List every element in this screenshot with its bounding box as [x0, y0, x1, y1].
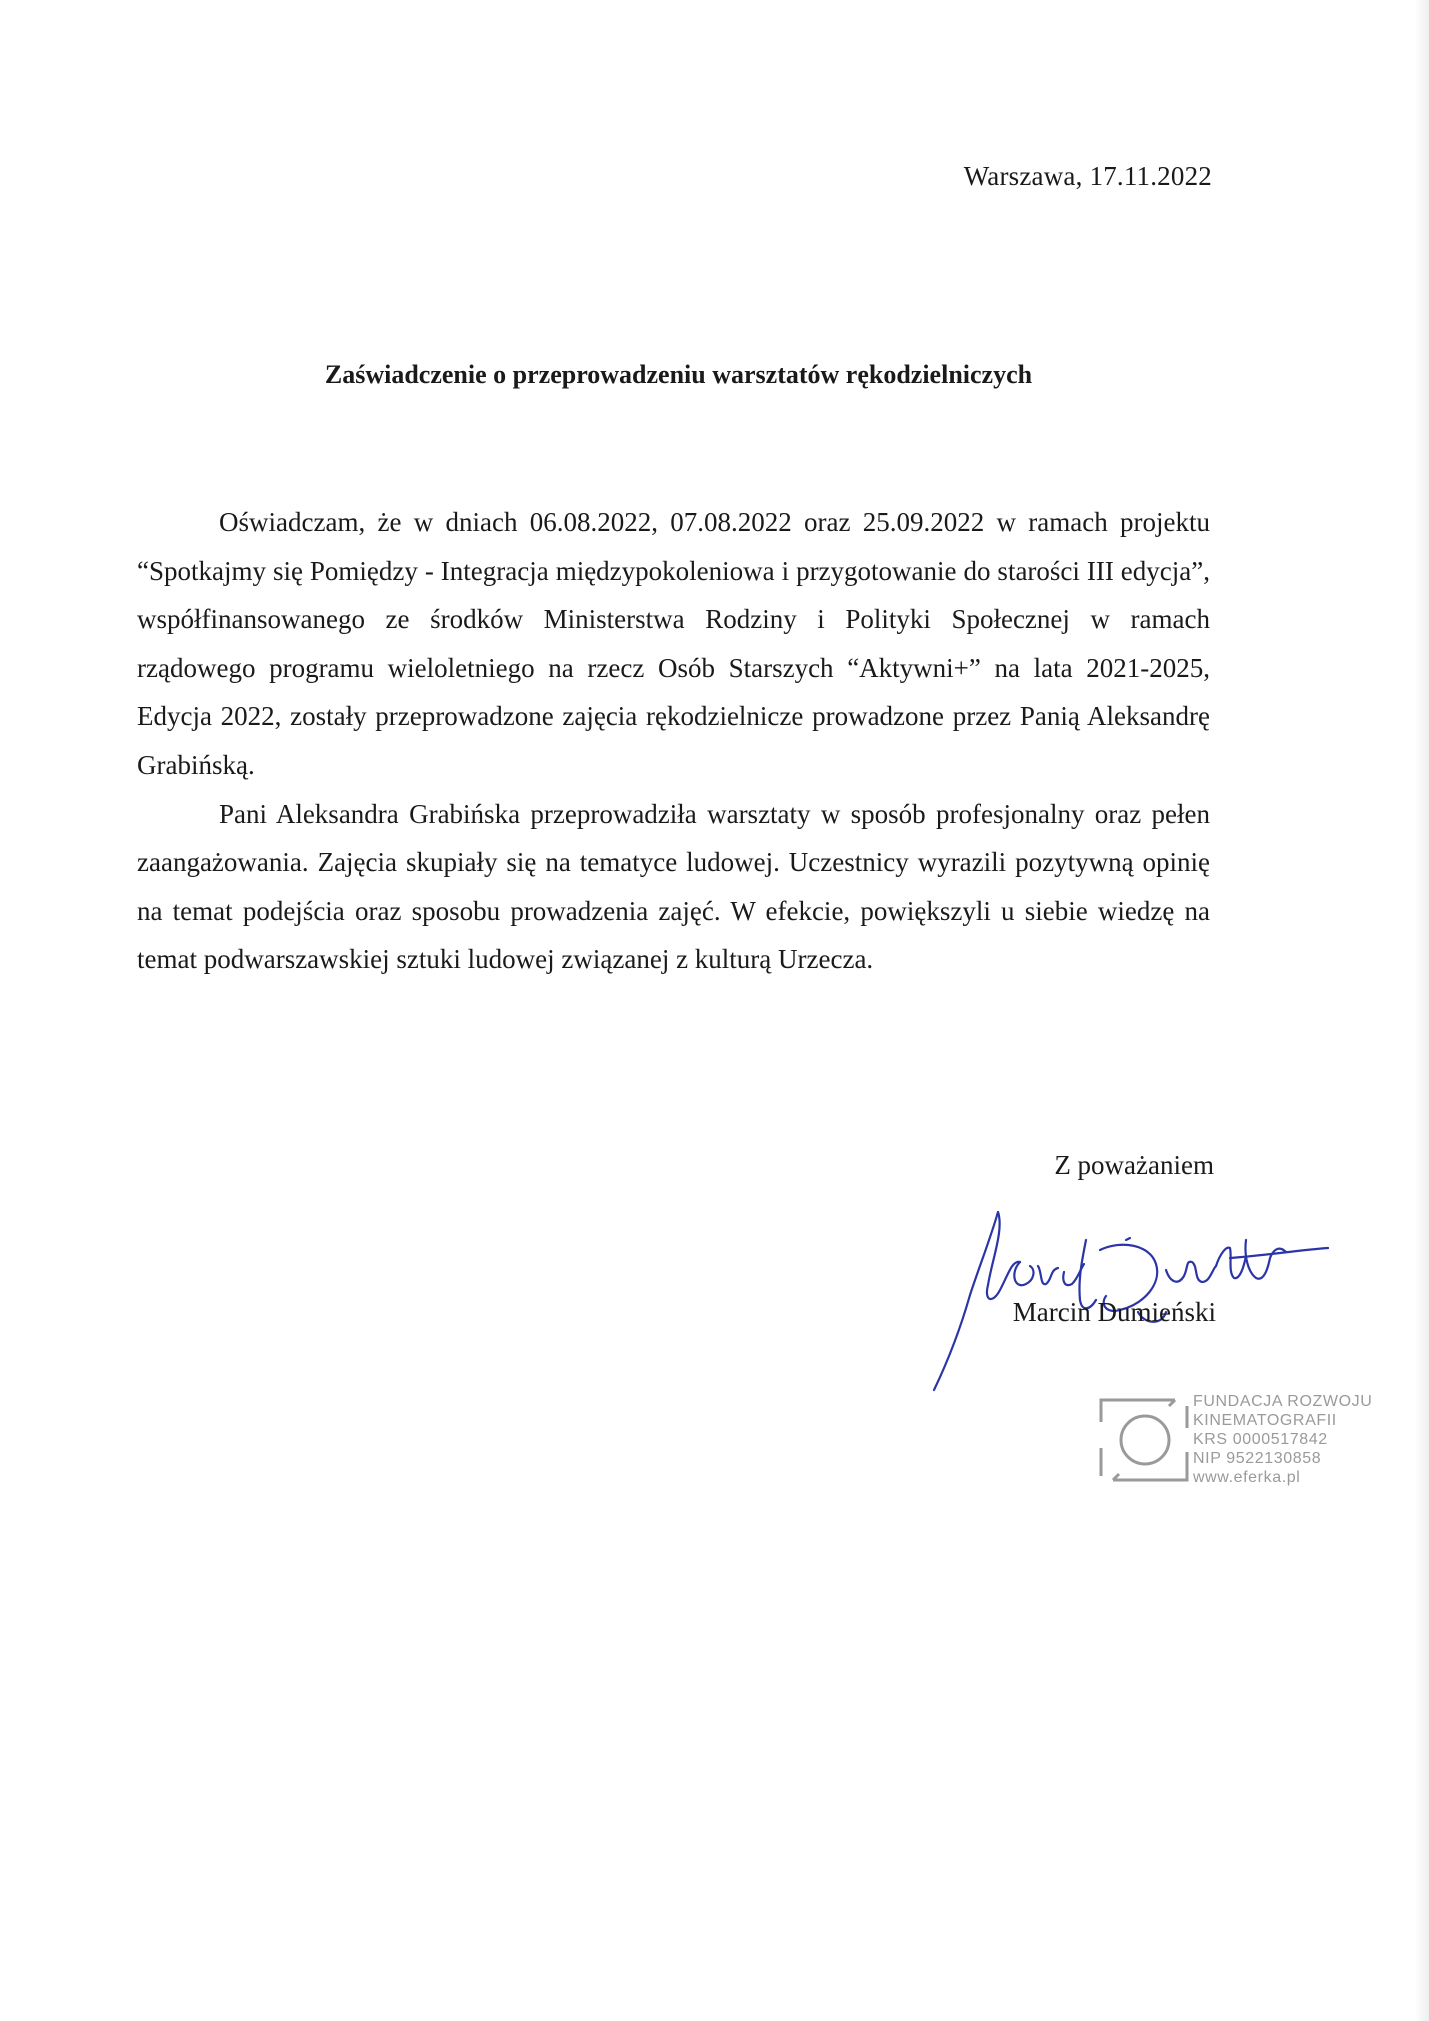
- body-paragraph: Oświadczam, że w dniach 06.08.2022, 07.08.2022 oraz 25.09.2022 w ramach projektu “Spotkajmy się Pomiędzy - Integracja międzypokoleniowa i przygotowanie do starości III edycja”, współfinansowanego ze środków Ministerstwa Rodziny i Polityki Społecznej w ramach rządowego programu wieloletniego na rzecz Osób Starszych “Aktywni+” na lata 2021-2025, Edycja 2022, zostały przeprowadzone zajęcia rękodzielnicze prowadzone przez Panią Aleksandrę Grabińską.: [137, 507, 1210, 780]
- stamp-line: KINEMATOGRAFII: [1193, 1412, 1337, 1429]
- stamp-line: FUNDACJA ROZWOJU: [1193, 1393, 1373, 1410]
- stamp-line: www.eferka.pl: [1193, 1469, 1301, 1486]
- organization-stamp: [1095, 1392, 1373, 1492]
- signatory-name: Marcin Dumieński: [1012, 1297, 1216, 1327]
- body-paragraph: Pani Aleksandra Grabińska przeprowadziła warsztaty w sposób profesjonalny oraz pełen zaangażowania. Zajęcia skupiały się na tematyce ludowej. Uczestnicy wyrazili pozytywną opinię na temat podejścia oraz sposobu prowadzenia zajęć. W efekcie, powiększyli u siebie wiedzę na temat podwarszawskiej sztuki ludowej związanej z kulturą Urzecza.: [137, 798, 1210, 975]
- scan-edge-shadow: [1415, 0, 1429, 2021]
- document-title: Zaświadczenie o przeprowadzeniu warsztatów rękodzielniczych: [324, 360, 1033, 389]
- stamp-logo-icon: [1095, 1392, 1195, 1488]
- stamp-text: [1193, 1392, 1372, 1487]
- closing-salutation: Z poważaniem: [1054, 1150, 1214, 1180]
- stamp-line: NIP 9522130858: [1193, 1450, 1322, 1467]
- letter-body: [137, 498, 1210, 984]
- stamp-line: KRS 0000517842: [1193, 1431, 1328, 1448]
- place-and-date: Warszawa, 17.11.2022: [963, 161, 1212, 191]
